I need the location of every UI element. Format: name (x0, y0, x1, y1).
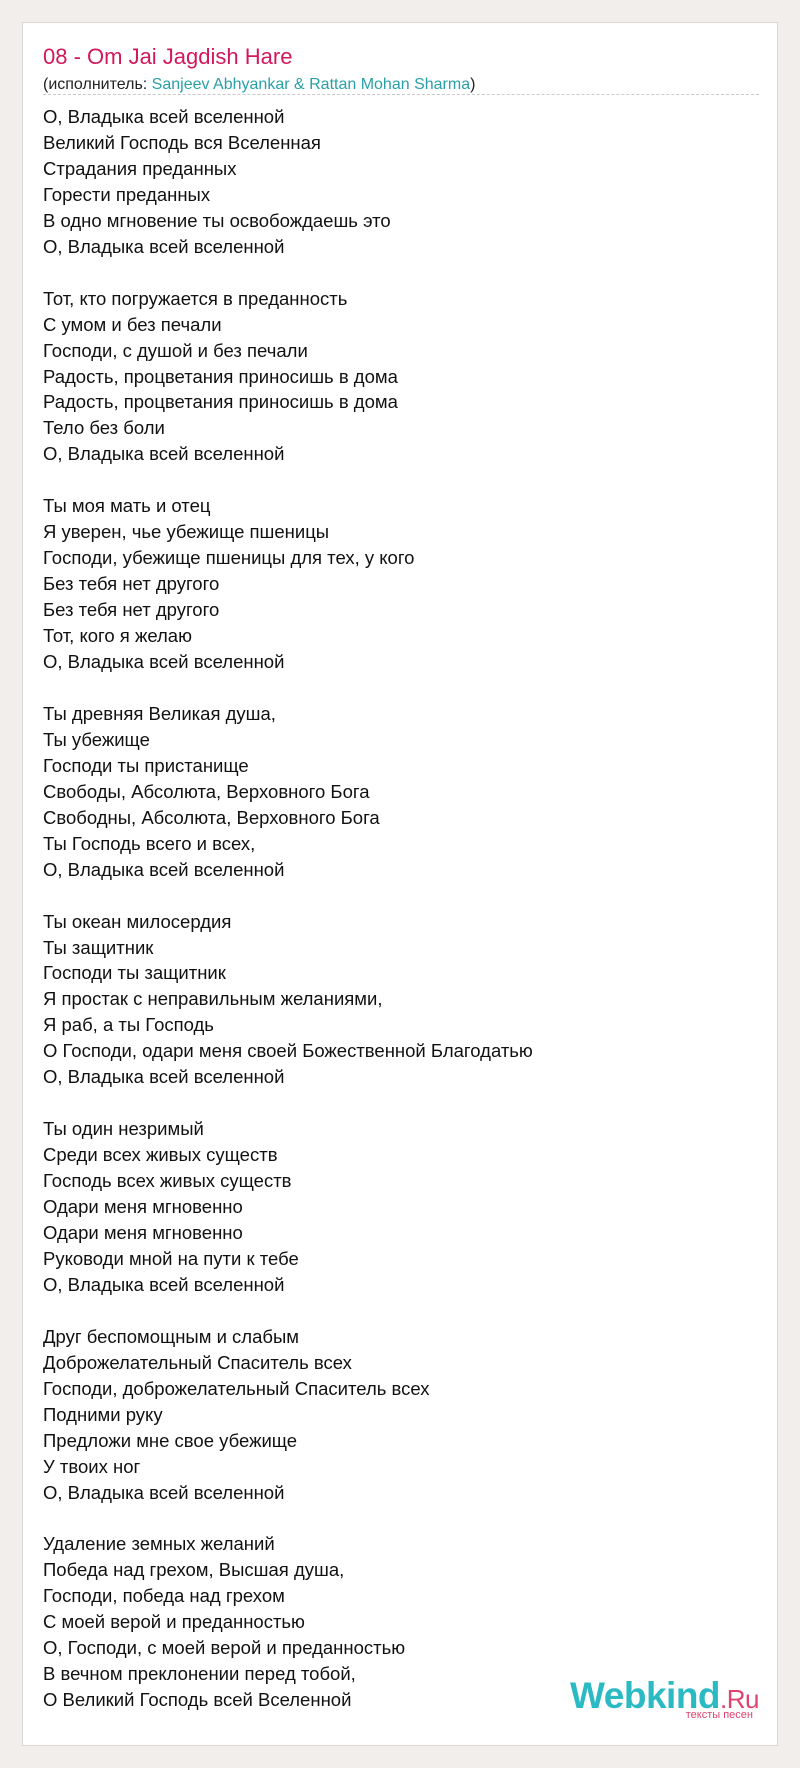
logo-tld: .Ru (720, 1684, 759, 1714)
logo-name: Webkind (570, 1675, 721, 1716)
performer-line (43, 75, 475, 95)
logo-tagline: тексты песен (685, 1709, 753, 1721)
lyrics-text: О, Владыка всей вселенной Великий Господь вся Вселенная Страдания преданных Горести преданных В одно мгновение ты освобождаешь это О, Владыка всей вселенной Тот, кто погружается в преданность С умом и без печали Господи, с душой и без печали Радость, процветания приносишь в дома Радость, процветания приносишь в дома Тело без боли О, Владыка всей вселенной Ты моя мать и отец Я уверен, чье убежище пшеницы Господи, убежище пшеницы для тех, у кого Без тебя нет другого Без тебя нет другого Тот, кого я желаю О, Владыка всей вселенной Ты древняя Великая душа, Ты убежище Господи ты пристанище Свободы, Абсолюта, Верховного Бога Свободны, Абсолюта, Верховного Бога Ты Господь всего и всех, О, Владыка всей вселенной Ты океан милосердия Ты защитник Господи ты защитник Я простак с неправильным желаниями, Я раб, а ты Господь О Господи, одари меня своей Божественной Благодатью О, Владыка всей вселенной Ты один незримый Среди всех живых существ Господь всех живых существ Одари меня мгновенно Одари меня мгновенно Руководи мной на пути к тебе О, Владыка всей вселенной Друг беспомощным и слабым Доброжелательный Спаситель всех Господи, доброжелательный Спаситель всех Подними руку Предложи мне свое убежище У твоих ног О, Владыка всей вселенной Удаление земных желаний Победа над грехом, Высшая душа, Господи, победа над грехом С моей верой и преданностью О, Господи, с моей верой и преданностью В вечном преклонении перед тобой, О Великий Господь всей Вселенной (43, 106, 533, 1711)
performer-prefix: (исполнитель: (43, 76, 152, 93)
song-title: 08 - Om Jai Jagdish Hare (43, 44, 293, 69)
lyrics-card (22, 22, 778, 1746)
performer-link[interactable]: Sanjeev Abhyankar & Rattan Mohan Sharma (151, 76, 471, 93)
performer-suffix: ) (470, 76, 476, 93)
webkind-logo[interactable] (570, 1677, 759, 1721)
title-divider (43, 94, 759, 95)
